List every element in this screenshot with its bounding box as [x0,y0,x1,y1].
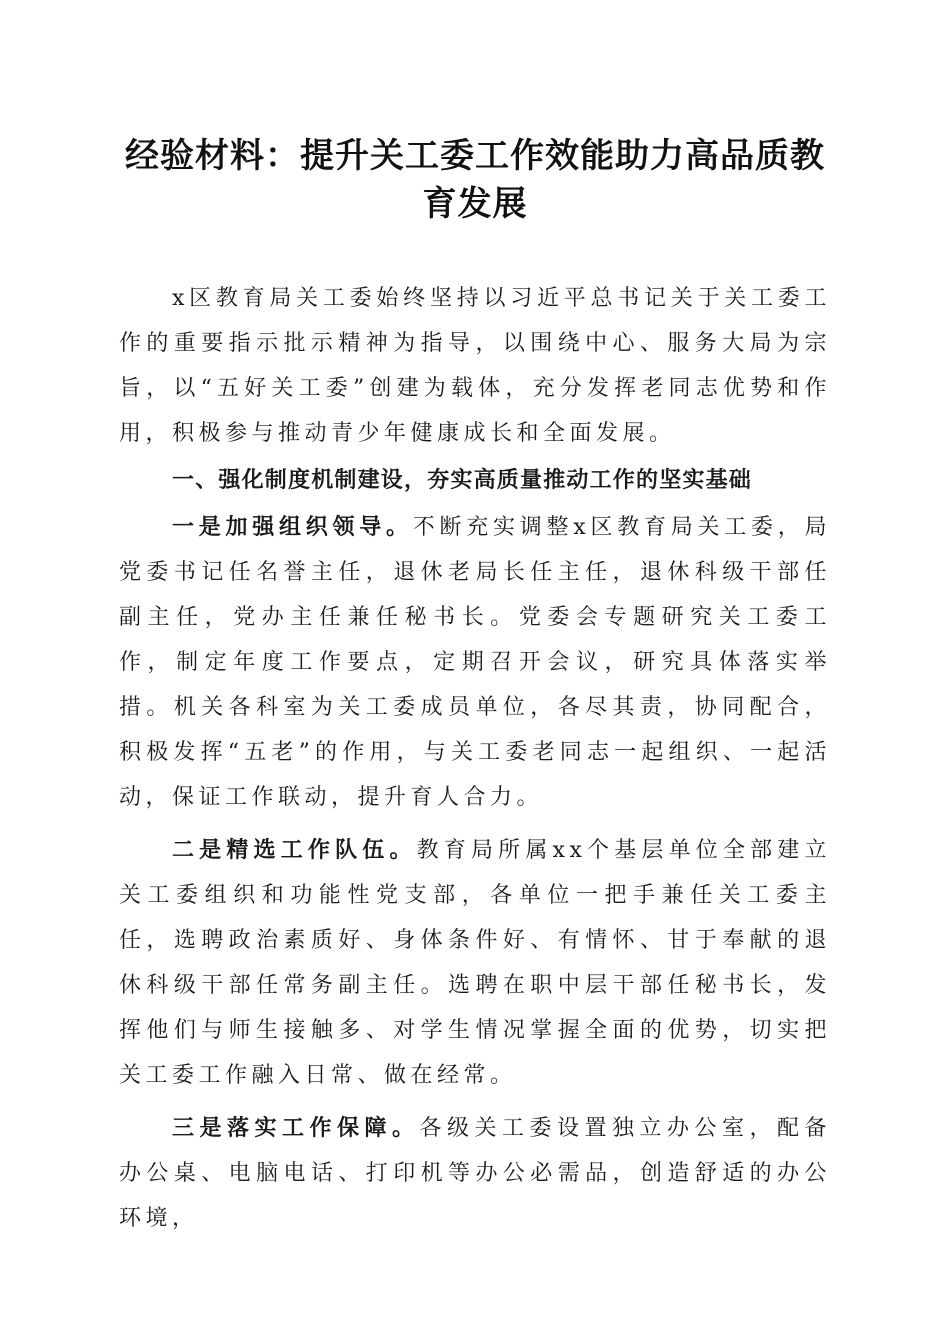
intro-paragraph: x区教育局关工委始终坚持以习近平总书记关于关工委工作的重要指示批示精神为指导，以围绕中心、服务大局为宗旨，以“五好关工委”创建为载体，充分发挥老同志优势和作用，积极参与推动青少年健康成长和全面发展。 [119,286,831,446]
item-paragraph-1 [119,505,831,820]
item-text: 教育局所属xx个基层单位全部建立关工委组织和功能性党支部，各单位一把手兼任关工委主任，选聘政治素质好、身体条件好、有情怀、甘于奉献的退休科级干部任常务副主任。选聘在职中层干部任秘书长，发挥他们与师生接触多、对学生情况掌握全面的优势，切实把关工委工作融入日常、做在经常。 [119,838,831,1088]
document-title: 经验材料：提升关工委工作效能助力高品质教育发展 [125,136,825,224]
item-lead: 二是精选工作队伍。 [172,837,417,863]
item-lead: 一是加强组织领导。 [172,514,413,540]
section-heading: 一、强化制度机制建设，夯实高质量推动工作的坚实基础 [172,468,753,493]
item-paragraph-3 [119,1106,831,1241]
item-text: 各级关工委设置独立办公室，配备办公桌、电脑电话、打印机等办公必需品，创造舒适的办公环境， [119,1116,831,1231]
item-text: 不断充实调整x区教育局关工委，局党委书记任名誉主任，退休老局长任主任，退休科级干部任副主任，党办主任兼任秘书长。党委会专题研究关工委工作，制定年度工作要点，定期召开会议，研究具体落实举措。机关各科室为关工委成员单位，各尽其责，协同配合，积极发挥“五老”的作用，与关工委老同志一起组织、一起活动，保证工作联动，提升育人合力。 [119,515,831,810]
item-paragraph-2 [119,828,831,1098]
document-body [119,276,831,1241]
item-lead: 三是落实工作保障。 [172,1115,420,1141]
